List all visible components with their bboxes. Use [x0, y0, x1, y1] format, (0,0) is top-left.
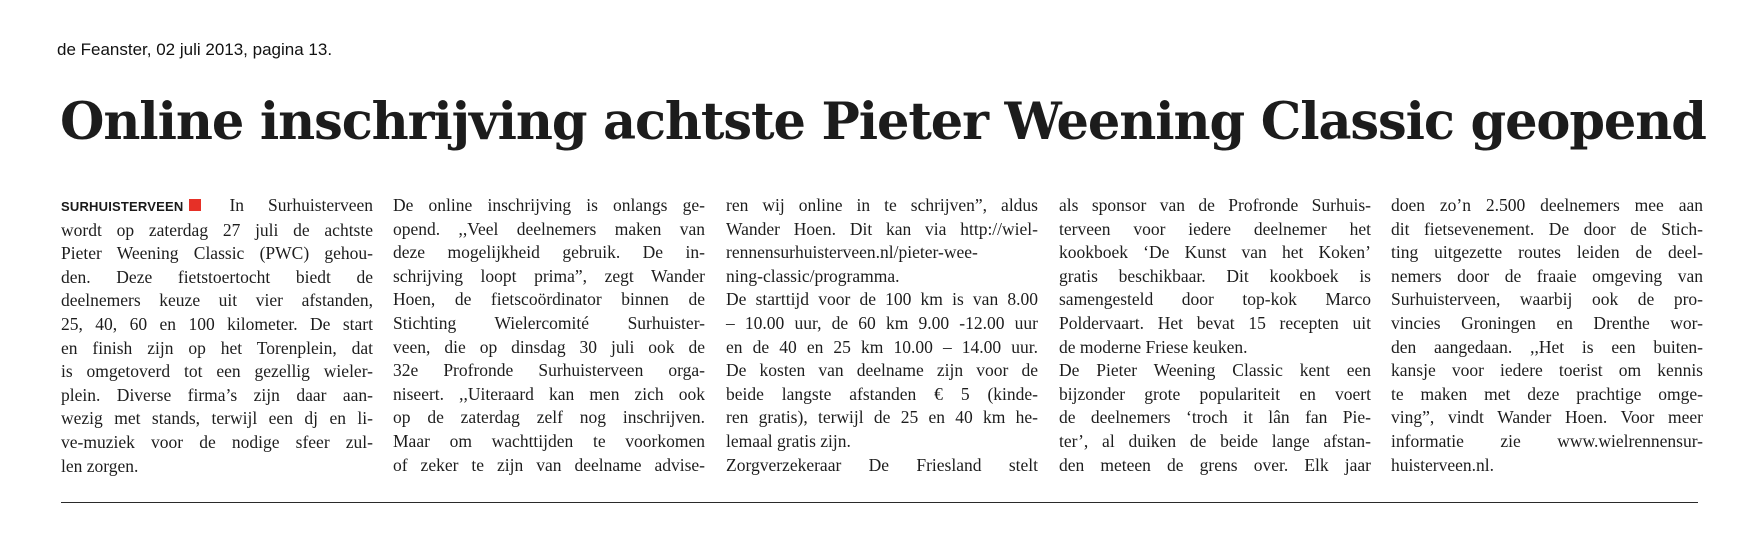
- column-line: en finish zijn op het Torenplein, dat: [61, 337, 373, 358]
- column-line: vincies Groningen en Drenthe wor-: [1391, 312, 1703, 333]
- article-column-1: [61, 194, 373, 478]
- column-line: wezig met stands, terwijl een dj en li-: [61, 408, 373, 429]
- column-line: 32e Profronde Surhuisterveen orga-: [393, 360, 705, 381]
- column-line: op de zaterdag zelf nog inschrijven.: [393, 407, 705, 428]
- column-line: Wander Hoen. Dit kan via http://wiel-: [726, 218, 1038, 239]
- column-line: De kosten van deelname zijn voor de: [726, 360, 1038, 381]
- column-line: ving”, vindt Wander Hoen. Voor meer: [1391, 407, 1703, 428]
- column-line: wordt op zaterdag 27 juli de achtste: [61, 219, 373, 240]
- column-line: ting uitgezette routes leiden de deel-: [1391, 242, 1703, 263]
- column-line: ren gratis), terwijl de 25 en 40 km he-: [726, 407, 1038, 428]
- column-line: kookboek ‘De Kunst van het Koken’: [1059, 242, 1371, 263]
- column-line: en de 40 en 25 km 10.00 – 14.00 uur.: [726, 336, 1038, 357]
- column-line: den aangedaan. ,,Het is een buiten-: [1391, 336, 1703, 357]
- column-line: huisterveen.nl.: [1391, 454, 1495, 475]
- article-column-5: [1391, 194, 1703, 477]
- column-line: deze mogelijkheid gebruik. De in-: [393, 242, 705, 263]
- column-line: veen, die op dinsdag 30 juli ook de: [393, 336, 705, 357]
- article-column-2: [393, 194, 705, 477]
- column-line: den. Deze fietstoertocht biedt de: [61, 266, 373, 287]
- column-line: Pieter Weening Classic (PWC) gehou-: [61, 243, 373, 264]
- column-line: Poldervaart. Het bevat 15 recepten uit: [1059, 312, 1371, 333]
- column-line: Surhuisterveen, waarbij ook de pro-: [1391, 289, 1703, 310]
- source-line: de Feanster, 02 juli 2013, pagina 13.: [57, 40, 333, 59]
- column-line: of zeker te zijn van deelname advise-: [393, 454, 705, 475]
- column-line: niseert. ,,Uiteraard kan men zich ook: [393, 383, 705, 404]
- column-line: 25, 40, 60 en 100 kilometer. De start: [61, 313, 373, 334]
- column-line: gratis beschikbaar. Dit kookboek is: [1059, 265, 1371, 286]
- article-column-4: [1059, 194, 1371, 477]
- column-line: ve-muziek voor de nodige sfeer zul-: [61, 431, 373, 452]
- column-line: beide langste afstanden € 5 (kinde-: [726, 383, 1038, 404]
- column-line: ren wij online in te schrijven”, aldus: [726, 195, 1038, 215]
- column-line: ter’, al duiken de beide lange afstan-: [1059, 430, 1371, 451]
- column-line: terveen voor iedere deelnemer het: [1059, 218, 1371, 239]
- column-line: dit fietsevenement. De door de Stich-: [1391, 218, 1703, 239]
- column-line: opend. ,,Veel deelnemers maken van: [393, 218, 705, 239]
- column-line: kansje voor iedere toerist om kennis: [1391, 360, 1703, 381]
- column-line: – 10.00 uur, de 60 km 9.00 -12.00 uur: [726, 312, 1038, 333]
- column-line: Zorgverzekeraar De Friesland stelt: [726, 454, 1038, 475]
- dateline: SURHUISTERVEEN: [61, 199, 184, 214]
- column-line: rennensurhuisterveen.nl/pieter-wee-: [726, 242, 978, 263]
- column-line: is omgetoverd tot een gezellig wieler-: [61, 361, 373, 382]
- column-line: de moderne Friese keuken.: [1059, 336, 1248, 357]
- column-line: deelnemers keuze uit vier afstanden,: [61, 290, 373, 311]
- column-line: Stichting Wielercomité Surhuister-: [393, 312, 705, 333]
- red-square-icon: [189, 199, 201, 211]
- column-line: De online inschrijving is onlangs ge-: [393, 195, 705, 215]
- column-line: lemaal gratis zijn.: [726, 430, 851, 451]
- headline: Online inschrijving achtste Pieter Weening Classic geopend: [60, 92, 1706, 152]
- bottom-rule: [61, 502, 1698, 503]
- column-line: schrijving loopt prima”, zegt Wander: [393, 265, 705, 286]
- column-line: De starttijd voor de 100 km is van 8.00: [726, 289, 1038, 310]
- column-line: samengesteld door top-kok Marco: [1059, 289, 1371, 310]
- column-line: doen zo’n 2.500 deelnemers mee aan: [1391, 195, 1703, 215]
- column-line: de deelnemers ‘troch it lân fan Pie-: [1059, 407, 1371, 428]
- column-line: plein. Diverse firma’s zijn daar aan-: [61, 384, 373, 405]
- column-line: Hoen, de fietscoördinator binnen de: [393, 289, 705, 310]
- article-column-3: [726, 194, 1038, 477]
- column-line: ning-classic/programma.: [726, 265, 900, 286]
- column-line: te maken met deze prachtige omge-: [1391, 383, 1703, 404]
- column-line: Maar om wachttijden te voorkomen: [393, 430, 705, 451]
- column-line: len zorgen.: [61, 455, 139, 476]
- column-line: De Pieter Weening Classic kent een: [1059, 360, 1371, 381]
- column-line: den meteen de grens over. Elk jaar: [1059, 454, 1371, 475]
- column-line: als sponsor van de Profronde Surhuis-: [1059, 195, 1371, 215]
- column-line: bijzonder grote populariteit en voert: [1059, 383, 1371, 404]
- column-line: informatie zie www.wielrennensur-: [1391, 430, 1703, 451]
- column-line: SURHUISTERVEEN In Surhuisterveen: [61, 195, 373, 215]
- column-line: nemers door de fraaie omgeving van: [1391, 265, 1703, 286]
